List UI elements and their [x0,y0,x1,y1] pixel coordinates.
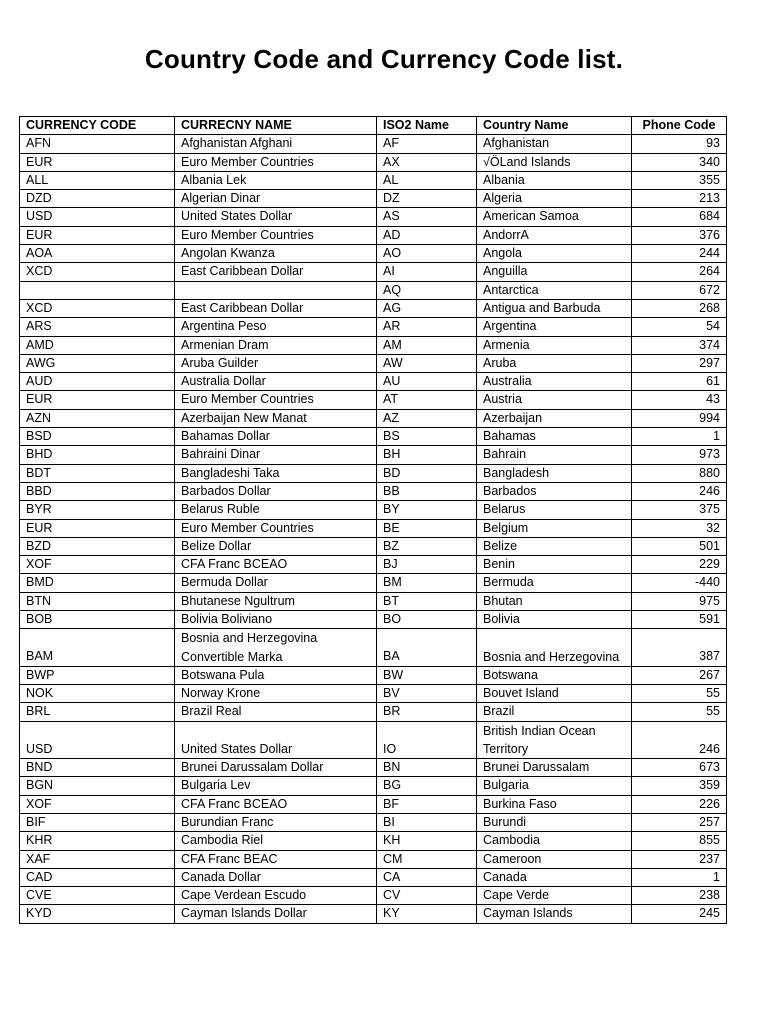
table-row [20,685,727,703]
table-row [20,868,727,886]
cell-currency-code: BGN [20,777,175,795]
cell-iso2: BZ [377,537,477,555]
cell-currency-name: Algerian Dinar [175,190,377,208]
table-row [20,245,727,263]
cell-phone-code: 93 [632,135,727,153]
cell-iso2: AF [377,135,477,153]
cell-phone-code: 237 [632,850,727,868]
cell-currency-name: Aruba Guilder [175,354,377,372]
cell-currency-name: East Caribbean Dollar [175,299,377,317]
cell-currency-name: Bermuda Dollar [175,574,377,592]
cell-currency-name [175,281,377,299]
cell-iso2: AR [377,318,477,336]
cell-phone-code: 54 [632,318,727,336]
cell-currency-code: BIF [20,813,175,831]
cell-iso2: AS [377,208,477,226]
cell-currency-name: Azerbaijan New Manat [175,409,377,427]
cell-iso2: BG [377,777,477,795]
cell-country-name: AndorrA [477,226,632,244]
cell-iso2: BF [377,795,477,813]
cell-phone-code: 32 [632,519,727,537]
cell-country-name: Brunei Darussalam [477,759,632,777]
cell-currency-name: Brazil Real [175,703,377,721]
cell-country-name: Belize [477,537,632,555]
cell-country-name: Burkina Faso [477,795,632,813]
cell-phone-code: 340 [632,153,727,171]
cell-currency-name: Afghanistan Afghani [175,135,377,153]
cell-country-name: Belgium [477,519,632,537]
currency-country-table [19,116,727,924]
cell-iso2: BW [377,666,477,684]
cell-currency-name: CFA Franc BCEAO [175,556,377,574]
cell-currency-code: BTN [20,592,175,610]
cell-currency-code: AMD [20,336,175,354]
cell-country-name: Anguilla [477,263,632,281]
cell-iso2: AX [377,153,477,171]
cell-iso2: AQ [377,281,477,299]
header-currency-name: CURRECNY NAME [175,117,377,135]
table-row [20,482,727,500]
cell-country-name: Bosnia and Herzegovina [477,629,632,666]
table-row [20,446,727,464]
cell-iso2: BJ [377,556,477,574]
table-row [20,721,727,758]
cell-country-name: Cambodia [477,832,632,850]
cell-country-name: Benin [477,556,632,574]
cell-currency-code: EUR [20,391,175,409]
table-row [20,501,727,519]
cell-phone-code: 673 [632,759,727,777]
header-iso2-name: ISO2 Name [377,117,477,135]
table-row [20,226,727,244]
table-row [20,703,727,721]
cell-currency-name: Euro Member Countries [175,153,377,171]
table-row [20,795,727,813]
table-row [20,190,727,208]
table-row [20,373,727,391]
cell-currency-name: Bolivia Boliviano [175,611,377,629]
cell-iso2: BN [377,759,477,777]
cell-phone-code: 880 [632,464,727,482]
cell-country-name: Belarus [477,501,632,519]
cell-iso2: KH [377,832,477,850]
cell-country-name: Barbados [477,482,632,500]
cell-phone-code: 213 [632,190,727,208]
table-row [20,281,727,299]
cell-currency-code: KHR [20,832,175,850]
cell-country-name: Argentina [477,318,632,336]
table-row [20,519,727,537]
cell-currency-code: BWP [20,666,175,684]
cell-currency-name: Bahamas Dollar [175,428,377,446]
cell-phone-code: 973 [632,446,727,464]
cell-iso2: BT [377,592,477,610]
cell-iso2: AU [377,373,477,391]
cell-currency-code: EUR [20,519,175,537]
table-row [20,409,727,427]
cell-currency-code: BOB [20,611,175,629]
cell-currency-code: BND [20,759,175,777]
cell-country-name: British Indian Ocean Territory [477,721,632,758]
cell-phone-code: 975 [632,592,727,610]
table-row [20,887,727,905]
cell-currency-code: XOF [20,795,175,813]
cell-phone-code: 267 [632,666,727,684]
cell-currency-name: Bulgaria Lev [175,777,377,795]
cell-phone-code: 246 [632,721,727,758]
cell-iso2: IO [377,721,477,758]
cell-currency-code: USD [20,208,175,226]
cell-iso2: BB [377,482,477,500]
cell-currency-name: Cape Verdean Escudo [175,887,377,905]
cell-iso2: AG [377,299,477,317]
cell-iso2: AD [377,226,477,244]
cell-currency-name: Brunei Darussalam Dollar [175,759,377,777]
table-row [20,537,727,555]
cell-iso2: BM [377,574,477,592]
cell-country-name: Antarctica [477,281,632,299]
cell-currency-name: Norway Krone [175,685,377,703]
cell-iso2: AM [377,336,477,354]
cell-country-name: Bouvet Island [477,685,632,703]
cell-currency-code: NOK [20,685,175,703]
table-body [20,135,727,923]
cell-country-name: Aruba [477,354,632,372]
cell-currency-name: Botswana Pula [175,666,377,684]
cell-currency-code: BDT [20,464,175,482]
cell-currency-name: Armenian Dram [175,336,377,354]
cell-currency-name: CFA Franc BEAC [175,850,377,868]
cell-phone-code: 994 [632,409,727,427]
table-row [20,777,727,795]
cell-phone-code: 229 [632,556,727,574]
cell-iso2: AI [377,263,477,281]
table-row [20,592,727,610]
cell-currency-name: Cayman Islands Dollar [175,905,377,923]
cell-phone-code: 375 [632,501,727,519]
cell-currency-name: Bhutanese Ngultrum [175,592,377,610]
cell-currency-name: Cambodia Riel [175,832,377,850]
cell-phone-code: 374 [632,336,727,354]
page-title: Country Code and Currency Code list. [144,44,624,74]
cell-phone-code: 684 [632,208,727,226]
cell-currency-name: Albania Lek [175,171,377,189]
table-row [20,759,727,777]
table-row [20,171,727,189]
cell-phone-code: 244 [632,245,727,263]
table-row [20,813,727,831]
cell-currency-code: AWG [20,354,175,372]
cell-phone-code: 359 [632,777,727,795]
table-row [20,556,727,574]
cell-country-name: √ÖLand Islands [477,153,632,171]
cell-country-name: Brazil [477,703,632,721]
cell-phone-code: 264 [632,263,727,281]
cell-country-name: Australia [477,373,632,391]
table-row [20,336,727,354]
cell-phone-code: 387 [632,629,727,666]
cell-currency-name: Burundian Franc [175,813,377,831]
cell-country-name: Canada [477,868,632,886]
table-row [20,666,727,684]
cell-country-name: American Samoa [477,208,632,226]
cell-currency-code: BRL [20,703,175,721]
cell-iso2: BE [377,519,477,537]
cell-country-name: Albania [477,171,632,189]
cell-phone-code: 245 [632,905,727,923]
cell-country-name: Austria [477,391,632,409]
cell-currency-name: Euro Member Countries [175,226,377,244]
cell-iso2: DZ [377,190,477,208]
cell-currency-name: United States Dollar [175,208,377,226]
cell-phone-code: 55 [632,685,727,703]
cell-currency-name: Australia Dollar [175,373,377,391]
table-row [20,263,727,281]
cell-phone-code: 61 [632,373,727,391]
cell-country-name: Cameroon [477,850,632,868]
cell-currency-code: AUD [20,373,175,391]
table-row [20,299,727,317]
cell-iso2: BI [377,813,477,831]
cell-phone-code: 257 [632,813,727,831]
cell-phone-code: 355 [632,171,727,189]
cell-currency-code: EUR [20,226,175,244]
cell-phone-code: 238 [632,887,727,905]
cell-currency-code: EUR [20,153,175,171]
cell-currency-name: Canada Dollar [175,868,377,886]
table-row [20,574,727,592]
cell-country-name: Bahamas [477,428,632,446]
table-row [20,135,727,153]
cell-iso2: BR [377,703,477,721]
cell-currency-code: BHD [20,446,175,464]
cell-country-name: Azerbaijan [477,409,632,427]
cell-iso2: BY [377,501,477,519]
cell-phone-code: 1 [632,428,727,446]
cell-country-name: Bulgaria [477,777,632,795]
cell-iso2: KY [377,905,477,923]
cell-phone-code: 55 [632,703,727,721]
cell-currency-name: Argentina Peso [175,318,377,336]
cell-phone-code: 591 [632,611,727,629]
cell-currency-code: XOF [20,556,175,574]
table-row [20,905,727,923]
cell-currency-name: Bosnia and Herzegovina Convertible Marka [175,629,377,666]
cell-iso2: BH [377,446,477,464]
cell-currency-name: Euro Member Countries [175,519,377,537]
table-row [20,391,727,409]
cell-country-name: Burundi [477,813,632,831]
cell-phone-code: 376 [632,226,727,244]
table-row [20,611,727,629]
header-currency-code: CURRENCY CODE [20,117,175,135]
cell-currency-code: XCD [20,263,175,281]
cell-country-name: Cape Verde [477,887,632,905]
cell-currency-code: AOA [20,245,175,263]
table-row [20,428,727,446]
cell-iso2: BD [377,464,477,482]
cell-phone-code: 226 [632,795,727,813]
table-header-row [20,117,727,135]
cell-currency-code: BBD [20,482,175,500]
cell-phone-code: 297 [632,354,727,372]
cell-country-name: Bolivia [477,611,632,629]
cell-phone-code: 501 [632,537,727,555]
cell-phone-code: 246 [632,482,727,500]
cell-country-name: Cayman Islands [477,905,632,923]
cell-phone-code: 268 [632,299,727,317]
cell-phone-code: 672 [632,281,727,299]
header-country-name: Country Name [477,117,632,135]
cell-country-name: Algeria [477,190,632,208]
cell-currency-name: CFA Franc BCEAO [175,795,377,813]
table-row [20,629,727,666]
cell-currency-code: BAM [20,629,175,666]
cell-currency-code: BZD [20,537,175,555]
cell-currency-name: Barbados Dollar [175,482,377,500]
cell-currency-code: BSD [20,428,175,446]
cell-country-name: Bahrain [477,446,632,464]
cell-iso2: AT [377,391,477,409]
table-row [20,153,727,171]
table-row [20,208,727,226]
cell-currency-name: Belize Dollar [175,537,377,555]
cell-currency-code: XCD [20,299,175,317]
header-phone-code: Phone Code [632,117,727,135]
cell-country-name: Angola [477,245,632,263]
cell-currency-code: KYD [20,905,175,923]
cell-currency-name: Bahraini Dinar [175,446,377,464]
cell-country-name: Bangladesh [477,464,632,482]
cell-currency-code: CVE [20,887,175,905]
cell-iso2: BS [377,428,477,446]
cell-country-name: Afghanistan [477,135,632,153]
cell-currency-code: XAF [20,850,175,868]
table-row [20,832,727,850]
cell-iso2: AO [377,245,477,263]
table-row [20,354,727,372]
cell-country-name: Antigua and Barbuda [477,299,632,317]
cell-phone-code: 855 [632,832,727,850]
cell-currency-name: Belarus Ruble [175,501,377,519]
cell-currency-code: USD [20,721,175,758]
cell-currency-code: BYR [20,501,175,519]
cell-currency-code: DZD [20,190,175,208]
cell-country-name: Bhutan [477,592,632,610]
table-row [20,464,727,482]
cell-iso2: CM [377,850,477,868]
cell-iso2: CV [377,887,477,905]
cell-currency-code: ALL [20,171,175,189]
cell-phone-code: 1 [632,868,727,886]
cell-currency-code: BMD [20,574,175,592]
cell-currency-code [20,281,175,299]
cell-iso2: AW [377,354,477,372]
cell-iso2: AL [377,171,477,189]
cell-phone-code: -440 [632,574,727,592]
cell-iso2: BA [377,629,477,666]
cell-iso2: AZ [377,409,477,427]
cell-currency-name: United States Dollar [175,721,377,758]
cell-currency-code: AFN [20,135,175,153]
cell-country-name: Bermuda [477,574,632,592]
cell-iso2: CA [377,868,477,886]
cell-currency-code: ARS [20,318,175,336]
cell-currency-name: Euro Member Countries [175,391,377,409]
cell-iso2: BO [377,611,477,629]
cell-phone-code: 43 [632,391,727,409]
cell-country-name: Armenia [477,336,632,354]
cell-country-name: Botswana [477,666,632,684]
cell-currency-code: AZN [20,409,175,427]
table-row [20,850,727,868]
table-row [20,318,727,336]
cell-currency-name: East Caribbean Dollar [175,263,377,281]
cell-iso2: BV [377,685,477,703]
cell-currency-name: Bangladeshi Taka [175,464,377,482]
cell-currency-name: Angolan Kwanza [175,245,377,263]
cell-currency-code: CAD [20,868,175,886]
